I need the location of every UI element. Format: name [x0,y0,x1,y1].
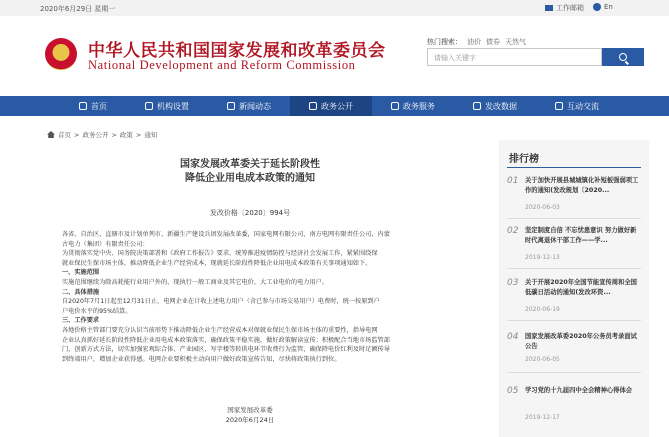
body-line: 为贯彻落实党中央、国务院决策部署和《政府工作报告》要求，统筹推进疫情防控与经济社会发展工作，紧紧围绕保 [62,250,378,258]
nav-label: 新闻动态 [239,101,271,111]
nav-news[interactable] [208,96,290,116]
mail-icon [545,5,553,11]
work-mail-label: 工作邮箱 [556,4,584,12]
body-line: 实施范围继续为除高耗能行业用户外的、现执行一般工商业及其它电价、大工业电价的电力用户。 [62,278,329,286]
article-body [62,230,472,364]
nav-government-affairs[interactable] [290,96,372,116]
main-nav [0,96,669,116]
article-title [40,158,460,186]
article-signature [40,405,460,425]
hot-word-link[interactable]: 债券 [486,38,500,46]
site-title-en[interactable]: National Development and Reform Commission [88,58,356,72]
search-button[interactable] [602,48,644,66]
body-line: 古电力（集团）有限责任公司： [62,240,149,248]
divider [507,320,641,321]
body-line: 到终端用户，增加企业获得感。电网企业要积极主动向用户做好政策宣传告知，尽快将政策执行到位。 [62,355,341,363]
nav-home[interactable] [60,96,126,116]
english-link[interactable] [593,3,613,11]
ranking-date: 2019-12-13 [525,254,560,261]
section-heading: 一、实施范围 [62,269,100,277]
body-line: 户电价水平的95%结算。 [62,307,132,315]
nav-organization[interactable] [126,96,208,116]
hot-search [427,37,526,47]
section-heading: 二、具体措施 [62,288,100,296]
work-mail-link[interactable] [545,3,584,13]
hot-search-label: 热门搜索： [427,38,462,46]
article-title-line: 降低企业用电成本政策的通知 [185,173,315,184]
ranking-link[interactable]: 坚定制度自信 不忘忧患意识 努力做好新时代离退休干部工作——学... [525,227,637,244]
body-line: 门，创新方式方法，切实加强宏观综合体、产业园区、写字楼等转供电环节收费行为监管，确保降电价红利及时足额传导 [62,346,390,354]
body-line: 自2020年7月1日起至12月31日止，电网企业在计收上述电力用户（含已参与市场交易用户）电费时，统一按原到户 [62,298,380,306]
article-title-line: 国家发展改革委关于延长阶段性 [180,159,320,170]
document-number: 发改价格〔2020〕994号 [209,209,291,217]
ranking-date: 2019-12-17 [525,414,560,421]
body-line: 各省、自治区、直辖市及计划单列市、新疆生产建设兵团发展改革委，国家电网有限公司、南方电网有限责任公司、内蒙 [62,231,390,238]
ranking-number: 01 [507,176,519,186]
divider [507,218,641,219]
ranking-date: 2020-06-03 [525,204,560,211]
nav-label: 互动交流 [567,101,599,111]
breadcrumb-item[interactable]: 政策 [119,131,133,139]
nav-label: 首页 [91,101,107,111]
chat-icon [555,102,563,110]
english-label: En [604,3,613,11]
hot-word-link[interactable]: 天然气 [505,38,526,46]
section-heading: 三、工作要求 [62,317,100,325]
ranking-link[interactable]: 学习党的十九届四中全会精神心得体会 [525,387,633,394]
ranking-sidebar [499,140,649,437]
breadcrumb [47,130,157,139]
ranking-number: 04 [507,332,519,342]
home-icon [79,102,87,110]
ranking-date: 2020-06-19 [525,306,560,313]
body-line: 就业保民生保市场主体，推动降低企业生产经营成本，现就延长阶段性降低企业用电成本政策有关事项通知如下。 [62,259,372,267]
site-header [0,16,669,96]
ranking-link[interactable]: 国家发展改革委2020年公务员考录面试公告 [525,333,637,350]
national-emblem-logo[interactable] [45,38,77,70]
ranking-number: 05 [507,386,519,396]
ranking-number: 03 [507,278,519,288]
ranking-number: 02 [507,226,519,236]
data-icon [473,102,481,110]
breadcrumb-item[interactable]: 通知 [144,131,158,139]
ranking-date: 2020-06-05 [525,356,560,363]
search-input[interactable]: 请输入关键字 [427,48,602,66]
body-line: 企业认真抓好延长阶段性降低企业用电成本政策落实，确保政策平稳实施，做好政策解读宣传；积极配合当地市场监管部 [62,336,390,344]
title-underline [507,167,641,168]
nav-label: 发改数据 [485,101,517,111]
signing-organization: 国家发展改革委 [227,406,273,414]
ranking-title: 排行榜 [509,154,539,165]
nav-services[interactable] [372,96,454,116]
ranking-link[interactable]: 关于开展2020年全国节能宣传周和全国低碳日活动的通知(发改环资... [525,279,637,296]
breadcrumb-separator: > [111,130,117,139]
breadcrumb-item[interactable]: 政务公开 [82,131,109,139]
nav-interaction[interactable] [536,96,618,116]
current-date: 2020年6月29日 星期一 [40,5,116,13]
divider [507,268,641,269]
nav-label: 政务服务 [403,101,435,111]
top-utility-bar [0,0,669,16]
breadcrumb-separator: > [74,130,80,139]
ranking-link[interactable]: 关于加快开展县城城镇化补短板强弱项工作的通知(发改规划〔2020... [525,177,639,194]
breadcrumb-separator: > [135,130,142,139]
search-icon [619,53,627,61]
service-icon [391,102,399,110]
nav-label: 政务公开 [321,101,353,111]
hot-word-link[interactable]: 油价 [467,38,481,46]
nav-label: 机构设置 [157,101,189,111]
divider [507,372,641,373]
body-line: 各地价格主管部门要充分认识当前形势下推动降低企业生产经营成本对保就业保民生保市场主体的重要性，指导电网 [62,326,378,334]
globe-icon [593,3,601,11]
nav-data[interactable] [454,96,536,116]
org-icon [145,102,153,110]
gov-icon [309,102,317,110]
site-title-cn[interactable]: 中华人民共和国国家发展和改革委员会 [88,41,386,61]
news-icon [227,102,235,110]
signing-date: 2020年6月24日 [225,416,275,424]
home-icon [47,131,55,138]
breadcrumb-item[interactable]: 首页 [58,131,71,139]
